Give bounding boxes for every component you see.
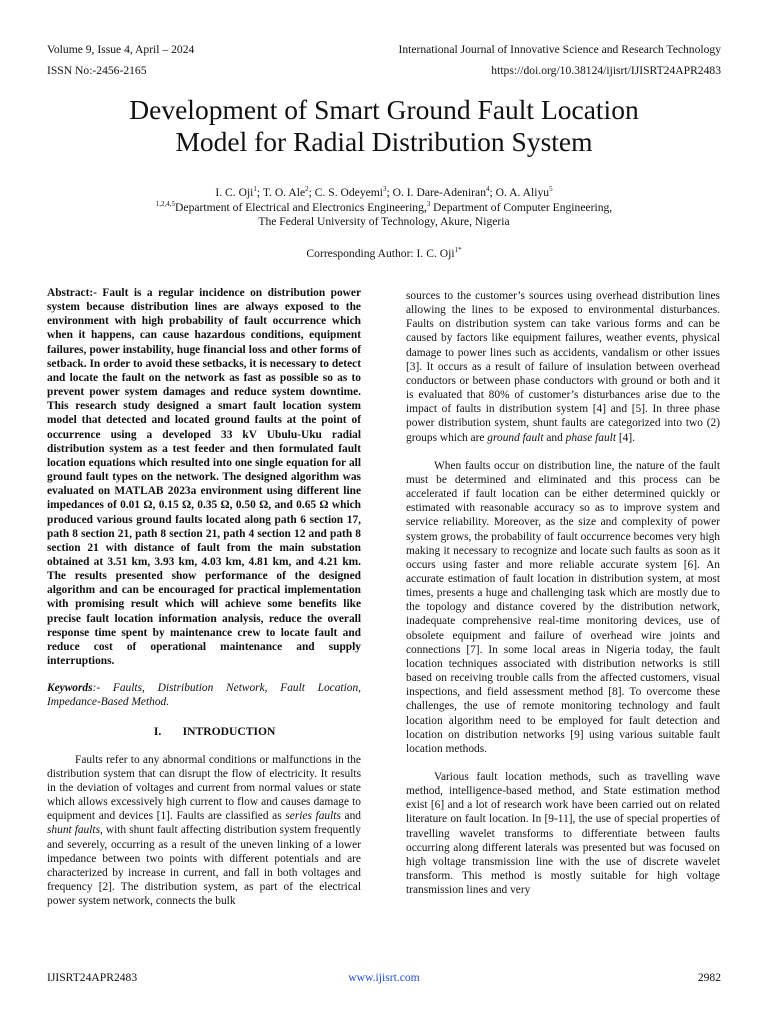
journal-volume: Volume 9, Issue 4, April – 2024 [47,43,195,56]
corresponding-sup: 1* [454,246,462,255]
author-name: I. C. Oji [215,186,254,199]
author-name: ; O. A. Aliyu [489,186,550,199]
journal-name: International Journal of Innovative Science and Research Technology [398,43,721,56]
institution: The Federal University of Technology, Akure, Nigeria [258,215,510,229]
author-name: ; O. I. Dare-Adeniran [386,186,486,199]
doi-link[interactable]: https://doi.org/10.38124/ijisrt/IJISRT24APR2483 [491,64,721,77]
title-line-1: Development of Smart Ground Fault Location [129,94,639,125]
left-column [47,286,361,908]
footer-paper-code: IJISRT24APR2483 [47,971,138,984]
author-list [40,186,728,201]
section-heading [47,725,361,739]
text-run: sources to the customer’s sources using overhead distribution lines allowing the lines to be exposed to environmental disturbances. Faults on distribution system can take various forms and can be caused by factors like equipment failures, weather events, physical damage to power lines such as accidents, vandalism or other issues [3]. It occurs as a result of failure of insulation between overhead conductors or between phase conductors with ground or both and it is evaluated that 80% of customer’s disturbances arise due to the impact of faults in distribution system [4] and [5]. In three phase power distribution system, shunt faults are categorized into two (2) groups which are [406,290,720,444]
text-run: [4]. [615,431,635,444]
author-sup: 3 [383,185,387,194]
corresponding-text: Corresponding Author: I. C. Oji [306,247,455,260]
issn: ISSN No:-2456-2165 [47,64,147,77]
abstract: Abstract:- Fault is a regular incidence on distribution power system because distribution lines are always exposed to the environment with high probability of fault occurrence which when it happens, can cause hazardous conditions, equipment failures, power instability, huge financial loss and other forms of setback. In order to avoid these setbacks, it is necessary to detect and locate the fault on the network as fast as possible so as to prevent power system damages and reduce system downtime. This research study designed a smart fault location system model that detected and located ground faults at the point of occurrence using a developed 33 kV Ubulu-Uku radial distribution system as a test feeder and then formulated fault location equations which resulted into one single equation for all ground fault types on the network. The designed algorithm was evaluated on MATLAB 2023a environment using different line impedances of 0.01 Ω, 0.15 Ω, 0.35 Ω, 0.50 Ω, and 0.65 Ω which produced various ground faults located along path 6 section 17, path 8 section 21, path 8 section 21, path 4 section 12 and path 8 section 21 with distance of fault from the main substation obtained at 3.51 km, 3.93 km, 4.03 km, 4.81 km, and 4.21 km. The results presented show performance of the designed algorithm and can be encouraged for practical implementation with promising result which will achieve some benefits like precise fault location information analysis, reduce the overall response time spent by maintenance crew to locate fault and reduce cost of operational maintenance and supply interruptions. [47,287,361,668]
keywords [47,681,361,709]
author-sup: 1 [253,185,257,194]
body-paragraph [406,289,720,445]
body-paragraph: When faults occur on distribution line, the nature of the fault must be determined and eliminated and this process can be accelerated if fault location can be either determined quickly or estimated with reasonable accuracy so as to improve system and service reliability. Moreover, as the size and complexity of power system grows, the probability of fault occurrence becomes very high making it necessary to recognize and locate such faults as soon as it occurs using faster and more reliable accurate system [6]. An accurate estimation of fault location in distribution system, at most times, presents a huge and challenging task which are mostly due to the topology and distance covered by the distribution network, inadequate comprehensive real-time monitoring devices, use of obsolete equipment and failure of overhead wire joints and connections [7]. In some local areas in Nigeria today, the fault location techniques associated with distribution networks is still based on receiving trouble calls from the affected customers, visual inspections, and field assessment method [8]. To overcome these challenges, the use of remote monitoring technology and fault location algorithm need to be employed for fault detection and location on distribution networks [9] using various suitable fault location methods. [406,459,720,755]
emphasis-text: phase fault [565,431,616,444]
text-run: and [543,431,566,444]
author-sup: 5 [549,185,553,194]
body-paragraph: Various fault location methods, such as travelling wave method, intelligence-based method, and State estimation method exist [6] and a lot of research work have been carried out on related literature on fault location. In [9-11], the use of special properties of travelling wavelet transforms to differentiate between faults occurring along different laterals was presented but was focused on high voltage transmission line with the use of discrete wavelet transform. This method is mostly suitable for high voltage transmission lines and very [406,771,720,897]
affiliation-sup: 1,2,4,5 [155,199,176,208]
author-sup: 4 [486,185,490,194]
author-sup: 2 [305,185,309,194]
text-run: Faults refer to any abnormal conditions or malfunctions in the distribution system that can disrupt the flow of electricity. It results in the deviation of voltages and current from normal values or state which allows excessively high current to flow and causes damage to equipment and devices [1]. Faults are classified as [47,753,361,823]
affiliation-text: Department of Computer Engineering, [430,200,613,214]
author-block [40,186,728,230]
author-name: ; C. S. Odeyemi [308,186,384,199]
keywords-text: :- Faults, Distribution Network, Fault Location, Impedance-Based Method. [47,682,361,709]
affiliation-text: Department of Electrical and Electronics Engineering, [175,200,427,214]
emphasis-text: ground fault [487,431,544,444]
title-line-2: Model for Radial Distribution System [175,126,593,157]
paper-title [40,94,728,158]
corresponding-author [40,247,728,261]
intro-paragraph [47,753,361,909]
section-title: INTRODUCTION [182,724,276,738]
page-number: 2982 [697,971,721,984]
text-run: , with shunt fault affecting distribution system frequently and severely, occurring as a result of the uneven linking of a lower impedance between two points with different potentials and are characterized by increase in current, and fall in both voltages and frequency [2]. The distribution system, as part of the electrical power system network, connects the bulk [47,824,361,908]
section-number: I. [153,724,162,738]
footer-site-link[interactable]: www.ijisrt.com [348,971,420,984]
affiliation-sup: 3 [426,199,431,208]
author-name: ; T. O. Ale [256,186,306,199]
keywords-label: Keywords [47,682,93,695]
emphasis-text: shunt faults [47,824,101,837]
right-column [406,289,720,897]
emphasis-text: series faults [285,810,341,823]
text-run: and [340,810,361,823]
affiliation-line [40,201,728,216]
